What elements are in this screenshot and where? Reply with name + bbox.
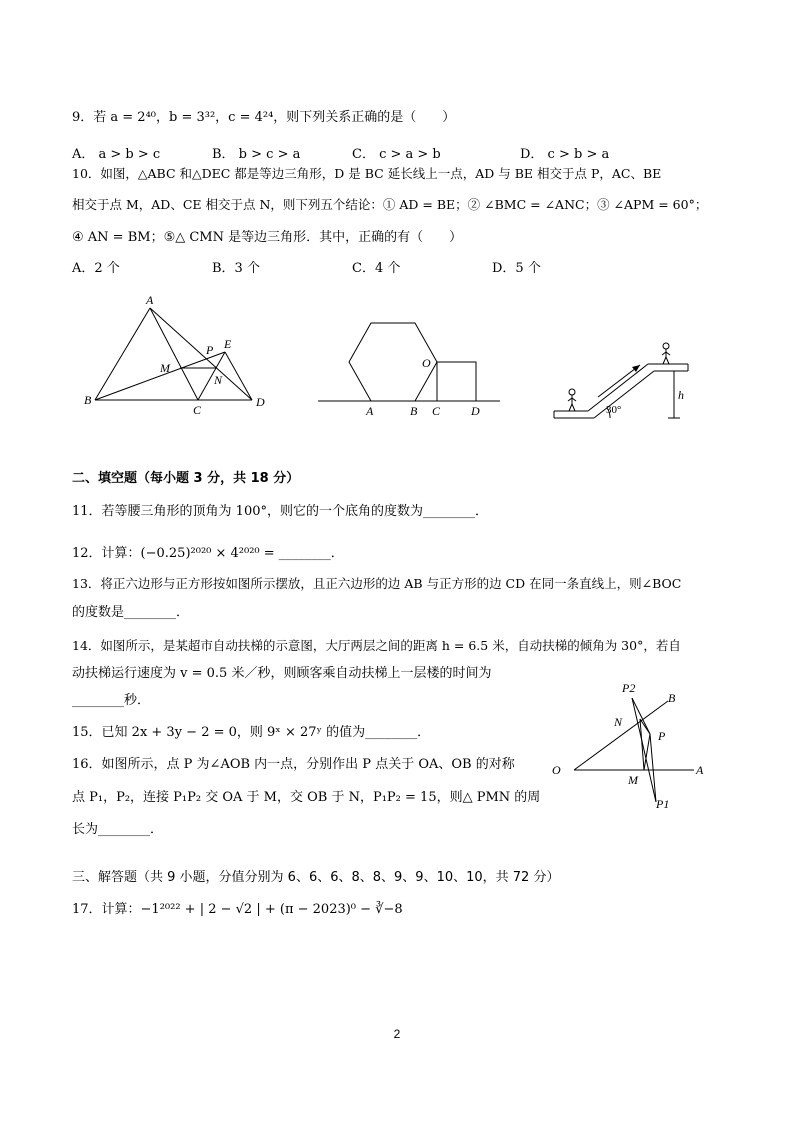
reflection-figure: [548, 676, 718, 816]
label-p1: P1: [656, 797, 670, 811]
q10-option-a: A．2 个: [72, 261, 120, 276]
label-m: M: [160, 361, 170, 375]
q14-line2: 动扶梯运行速度为 v = 0.5 米／秒，则顾客乘自动扶梯上一层楼的时间为: [72, 666, 492, 681]
q9-stem: 9．若 a = 2⁴⁰，b = 3³²，c = 4²⁴，则下列关系正确的是（ ）: [72, 110, 456, 125]
q16-line1: 16．如图所示，点 P 为∠AOB 内一点，分别作出 P 点关于 OA、OB 的对称: [72, 757, 515, 772]
q10-line3: ④ AN = BM；⑤△ CMN 是等边三角形．其中，正确的有（ ）: [72, 230, 463, 245]
q9-option-d: D． c > b > a: [520, 147, 610, 162]
q10-option-d: D．5 个: [492, 261, 541, 276]
label-c: C: [193, 403, 202, 417]
label-angle: 30°: [606, 404, 622, 416]
q13-line1: 13．将正六边形与正方形按如图所示摆放，且正六边形的边 AB 与正方形的边 CD 在同一条直线上，则∠BOC: [72, 576, 682, 591]
label-h: h: [678, 388, 684, 402]
label-a: A: [696, 763, 704, 777]
q12-text: 12．计算：(−0.25)²⁰²⁰ × 4²⁰²⁰ = ________．: [72, 546, 344, 561]
section2-title: 二、填空题（每小题 3 分，共 18 分）: [72, 471, 300, 486]
label-b: B: [668, 691, 676, 705]
escalator-figure: [548, 335, 698, 425]
label-p: P: [658, 729, 666, 743]
label-p2: P2: [622, 681, 636, 695]
label-n: N: [614, 715, 623, 729]
page-number: 2: [393, 1027, 401, 1041]
q17-text: 17．计算：−1²⁰²² + | 2 − √2 | + (π − 2023)⁰ − ∛−8: [72, 902, 403, 917]
label-o: O: [552, 763, 561, 777]
q11-text: 11．若等腰三角形的顶角为 100°，则它的一个底角的度数为________．: [72, 504, 488, 519]
label-b: B: [410, 404, 418, 418]
q16-line2: 点 P₁，P₂，连接 P₁P₂ 交 OA 于 M，交 OB 于 N，P₁P₂ = 15，则△ PMN 的周: [72, 790, 541, 805]
q13-line2: 的度数是________．: [72, 605, 190, 620]
label-m: M: [628, 773, 638, 787]
label-a: A: [146, 293, 154, 307]
q9-option-c: C． c > a > b: [352, 147, 441, 162]
section3-title: 三、解答题（共 9 小题，分值分别为 6、6、6、8、8、9、9、10、10，共 72 分）: [72, 870, 560, 885]
label-n: N: [214, 373, 223, 387]
hexagon-square-figure: [318, 315, 500, 420]
q9-option-a: A． a > b > c: [72, 147, 161, 162]
q10-line2: 相交于点 M，AD、CE 相交于点 N，则下列五个结论：① AD = BE；② ∠BMC = ∠ANC；③ ∠APM = 60°；: [72, 197, 708, 212]
q15-text: 15．已知 2x + 3y − 2 = 0，则 9ˣ × 27ʸ 的值为________．: [72, 725, 431, 740]
label-o: O: [422, 356, 431, 370]
label-a: A: [366, 404, 374, 418]
q14-line3: ________秒．: [72, 693, 151, 708]
label-d: D: [256, 395, 265, 409]
triangles-figure: [80, 290, 280, 420]
q16-line3: 长为________．: [72, 822, 164, 837]
label-b: B: [84, 393, 92, 407]
label-d: D: [471, 404, 480, 418]
q9-option-b: B． b > c > a: [212, 147, 301, 162]
label-c: C: [432, 404, 441, 418]
q14-line1: 14．如图所示，是某超市自动扶梯的示意图，大厅两层之间的距离 h = 6.5 米，自动扶梯的倾角为 30°，若自: [72, 638, 681, 653]
q10-option-b: B．3 个: [212, 261, 260, 276]
label-p: P: [206, 343, 214, 357]
q10-line1: 10．如图，△ABC 和△DEC 都是等边三角形，D 是 BC 延长线上一点，AD 与 BE 相交于点 P，AC、BE: [72, 166, 662, 181]
label-e: E: [224, 337, 232, 351]
q10-option-c: C．4 个: [352, 261, 401, 276]
